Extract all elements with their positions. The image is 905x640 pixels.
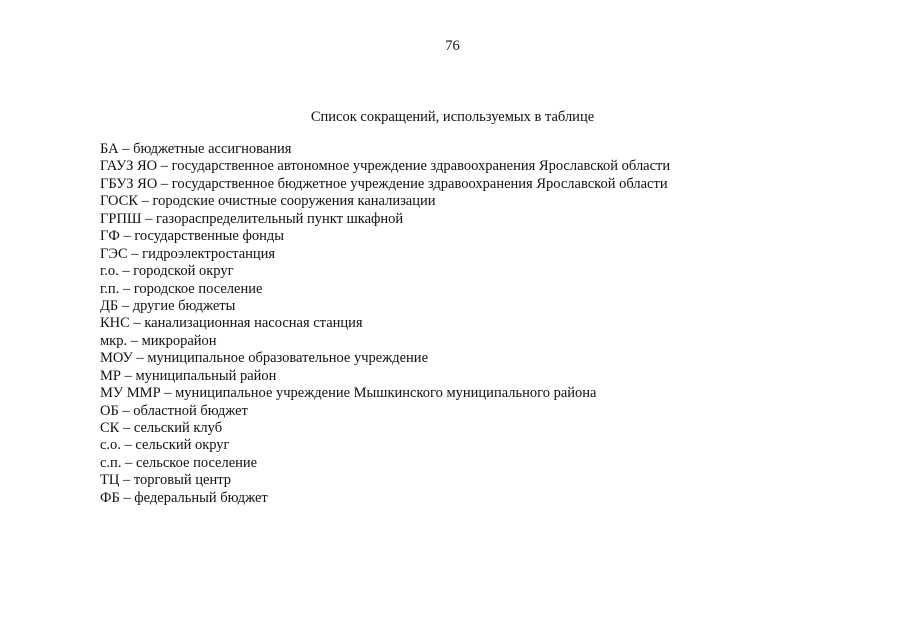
abbreviation-item: МОУ – муниципальное образовательное учреждение <box>100 350 429 367</box>
abbreviation-list <box>100 141 880 507</box>
abbreviation-item: КНС – канализационная насосная станция <box>100 315 363 332</box>
abbreviation-item: с.о. – сельский округ <box>100 437 230 454</box>
abbreviation-item: ТЦ – торговый центр <box>100 472 232 489</box>
page-number: 76 <box>445 38 460 54</box>
abbreviation-item: ГЭС – гидроэлектростанция <box>100 245 276 262</box>
abbreviation-item: МР – муниципальный район <box>100 367 277 384</box>
abbreviation-item: ГБУЗ ЯО – государственное бюджетное учреждение здравоохранения Ярославской области <box>100 175 668 192</box>
list-title: Список сокращений, используемых в таблице <box>310 109 595 125</box>
abbreviation-item: ГРПШ – газораспределительный пункт шкафной <box>100 210 404 227</box>
abbreviation-item: ГОСК – городские очистные сооружения канализации <box>100 193 436 210</box>
abbreviation-item: МУ ММР – муниципальное учреждение Мышкинского муниципального района <box>100 385 597 402</box>
abbreviation-item: ОБ – областной бюджет <box>100 402 248 419</box>
abbreviation-item: мкр. – микрорайон <box>100 332 217 349</box>
abbreviation-item: ГФ – государственные фонды <box>100 228 284 245</box>
abbreviation-item: г.о. – городской округ <box>100 263 234 280</box>
abbreviation-item: БА – бюджетные ассигнования <box>100 141 292 157</box>
abbreviation-item: г.п. – городское поселение <box>100 280 263 297</box>
abbreviation-item: ГАУЗ ЯО – государственное автономное учреждение здравоохранения Ярославской области <box>100 158 671 175</box>
abbreviation-item: с.п. – сельское поселение <box>100 454 258 471</box>
abbreviation-item: ДБ – другие бюджеты <box>100 297 236 314</box>
abbreviation-item: СК – сельский клуб <box>100 420 223 436</box>
abbreviation-item: ФБ – федеральный бюджет <box>100 489 268 506</box>
